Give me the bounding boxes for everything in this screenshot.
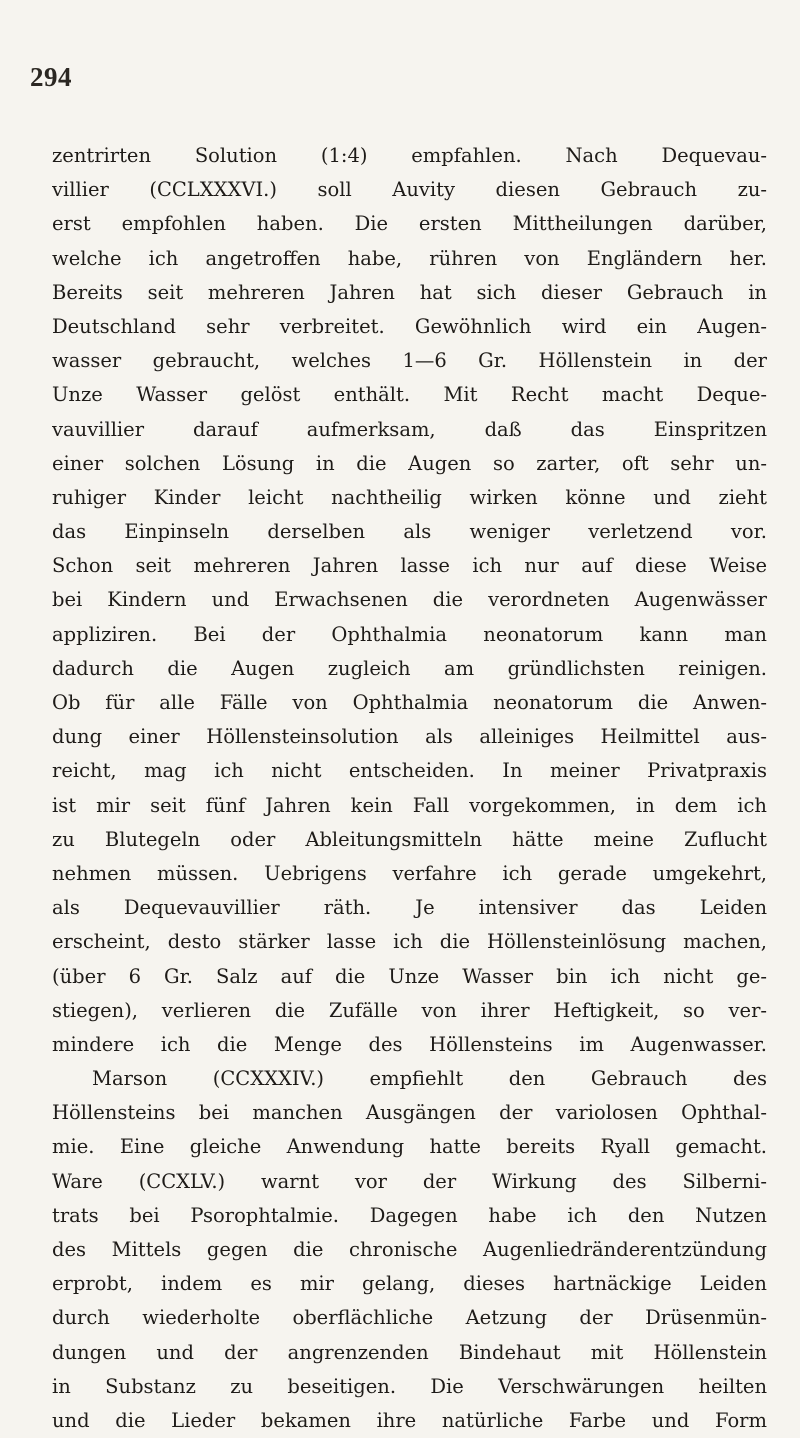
text-line: Ob für alle Fälle von Ophthalmia neonatorum die Anwen- [52, 691, 767, 714]
body-text [52, 139, 767, 1438]
text-line: dung einer Höllensteinsolution als alleiniges Heilmittel aus- [52, 725, 767, 749]
text-line: durch wiederholte oberflächliche Aetzung der Drüsenmün- [52, 1306, 767, 1330]
text-line: (über 6 Gr. Salz auf die Unze Wasser bin ich nicht ge- [52, 964, 767, 988]
text-line: Schon seit mehreren Jahren lasse ich nur auf diese Weise [52, 554, 767, 578]
text-line: nehmen müssen. Uebrigens verfahre ich gerade umgekehrt, [52, 861, 767, 885]
text-line: villier (CCLXXXVI.) soll Auvity diesen Gebrauch zu- [52, 178, 767, 202]
text-line: des Mittels gegen die chronische Augenliedränderentzündung [52, 1238, 767, 1261]
text-line: einer solchen Lösung in die Augen so zarter, oft sehr un- [52, 451, 767, 475]
text-line: appliziren. Bei der Ophthalmia neonatorum kann man [52, 622, 767, 646]
text-line: als Dequevauvillier räth. Je intensiver das Leiden [52, 896, 767, 920]
text-line: trats bei Psorophtalmie. Dagegen habe ich den Nutzen [52, 1203, 767, 1227]
page-number: 294 [30, 62, 72, 92]
text-line: welche ich angetroffen habe, rühren von Engländern her. [52, 246, 767, 270]
text-line: reicht, mag ich nicht entscheiden. In meiner Privatpraxis [52, 759, 767, 783]
text-line: vauvillier darauf aufmerksam, daß das Einspritzen [52, 417, 767, 441]
text-line: erst empfohlen haben. Die ersten Mittheilungen darüber, [52, 212, 767, 236]
text-line: ist mir seit fünf Jahren kein Fall vorgekommen, in dem ich [52, 793, 767, 817]
text-line: wasser gebraucht, welches 1—6 Gr. Höllenstein in der [52, 349, 767, 373]
text-line: Unze Wasser gelöst enthält. Mit Recht macht Deque- [52, 383, 767, 407]
text-line: dungen und der angrenzenden Bindehaut mit Höllenstein [52, 1340, 767, 1364]
text-line: Deutschland sehr verbreitet. Gewöhnlich wird ein Augen- [52, 314, 767, 338]
text-line: ruhiger Kinder leicht nachtheilig wirken könne und zieht [52, 485, 767, 509]
text-line: erscheint, desto stärker lasse ich die Höllensteinlösung machen, [52, 930, 767, 954]
text-line: zentrirten Solution (1:4) empfahlen. Nach Dequevau- [52, 144, 767, 167]
text-line: Bereits seit mehreren Jahren hat sich dieser Gebrauch in [52, 280, 767, 304]
text-line: das Einpinseln derselben als weniger verletzend vor. [52, 520, 767, 544]
text-line: und die Lieder bekamen ihre natürliche Farbe und Form [52, 1408, 767, 1432]
text-line: in Substanz zu beseitigen. Die Verschwärungen heilten [52, 1374, 767, 1398]
text-line: mindere ich die Menge des Höllensteins im Augenwasser. [52, 1032, 767, 1056]
text-line: Höllensteins bei manchen Ausgängen der variolosen Ophthal- [52, 1101, 767, 1125]
text-line: stiegen), verlieren die Zufälle von ihrer Heftigkeit, so ver- [52, 998, 767, 1022]
text-line: mie. Eine gleiche Anwendung hatte bereits Ryall gemacht. [52, 1135, 767, 1159]
text-line: erprobt, indem es mir gelang, dieses hartnäckige Leiden [52, 1272, 767, 1296]
text-line: bei Kindern und Erwachsenen die verordneten Augenwässer [52, 588, 767, 612]
text-line: Marson (CCXXXIV.) empfiehlt den Gebrauch des [92, 1067, 767, 1091]
text-line: Ware (CCXLV.) warnt vor der Wirkung des Silberni- [52, 1169, 767, 1193]
text-line: zu Blutegeln oder Ableitungsmitteln hätte meine Zuflucht [52, 827, 767, 851]
text-line: dadurch die Augen zugleich am gründlichsten reinigen. [52, 656, 767, 680]
